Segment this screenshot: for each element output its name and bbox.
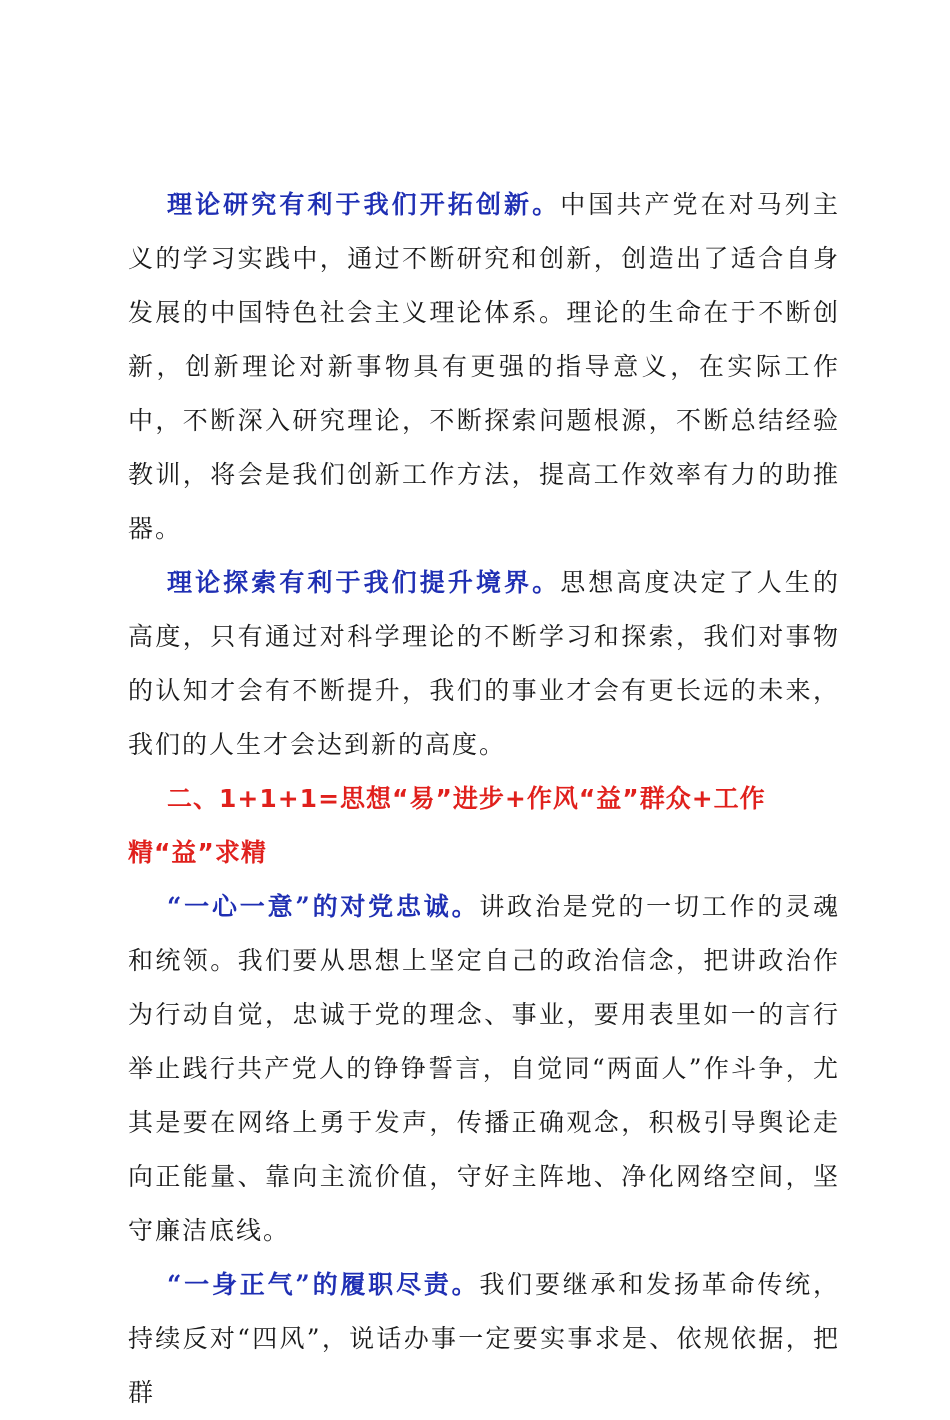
paragraph-text: 讲政治是党的一切工作的灵魂和统领。我们要从思想上坚定自己的政治信念，把讲政治作为行动自觉，忠诚于党的理念、事业，要用表里如一的言行举止践行共产党人的铮铮誓言，自觉同“两面人”作斗争，尤其是要在网络上勇于发声，传播正确观念，积极引导舆论走向正能量、靠向主流价值，守好主阵地、净化网络空间，坚守廉洁底线。 bbox=[128, 892, 840, 1245]
paragraph-theory-research bbox=[128, 178, 840, 556]
paragraph-loyalty bbox=[128, 880, 840, 1258]
section-heading: 二、1+1+1=思想“易”进步+作风“益”群众+工作精“益”求精 bbox=[128, 784, 766, 867]
paragraph-text: 中国共产党在对马列主义的学习实践中，通过不断研究和创新，创造出了适合自身发展的中国特色社会主义理论体系。理论的生命在于不断创新，创新理论对新事物具有更强的指导意义，在实际工作中，不断深入研究理论，不断探索问题根源，不断总结经验教训，将会是我们创新工作方法，提高工作效率有力的助推器。 bbox=[128, 190, 840, 543]
paragraph-text: 思想高度决定了人生的高度，只有通过对科学理论的不断学习和探索，我们对事物的认知才会有不断提升，我们的事业才会有更长远的未来，我们的人生才会达到新的高度。 bbox=[128, 568, 840, 759]
paragraph-lead: “一心一意”的对党忠诚。 bbox=[167, 892, 480, 921]
paragraph-lead: “一身正气”的履职尽责。 bbox=[167, 1270, 480, 1299]
paragraph-lead: 理论研究有利于我们开拓创新。 bbox=[167, 190, 561, 219]
paragraph-theory-exploration bbox=[128, 556, 840, 772]
document-body bbox=[128, 178, 840, 1420]
paragraph-text: 我们要继承和发扬革命传统，持续反对“四风”，说话办事一定要实事求是、依规依据，把群 bbox=[128, 1270, 840, 1407]
paragraph-lead: 理论探索有利于我们提升境界。 bbox=[167, 568, 561, 597]
paragraph-duty bbox=[128, 1258, 840, 1420]
